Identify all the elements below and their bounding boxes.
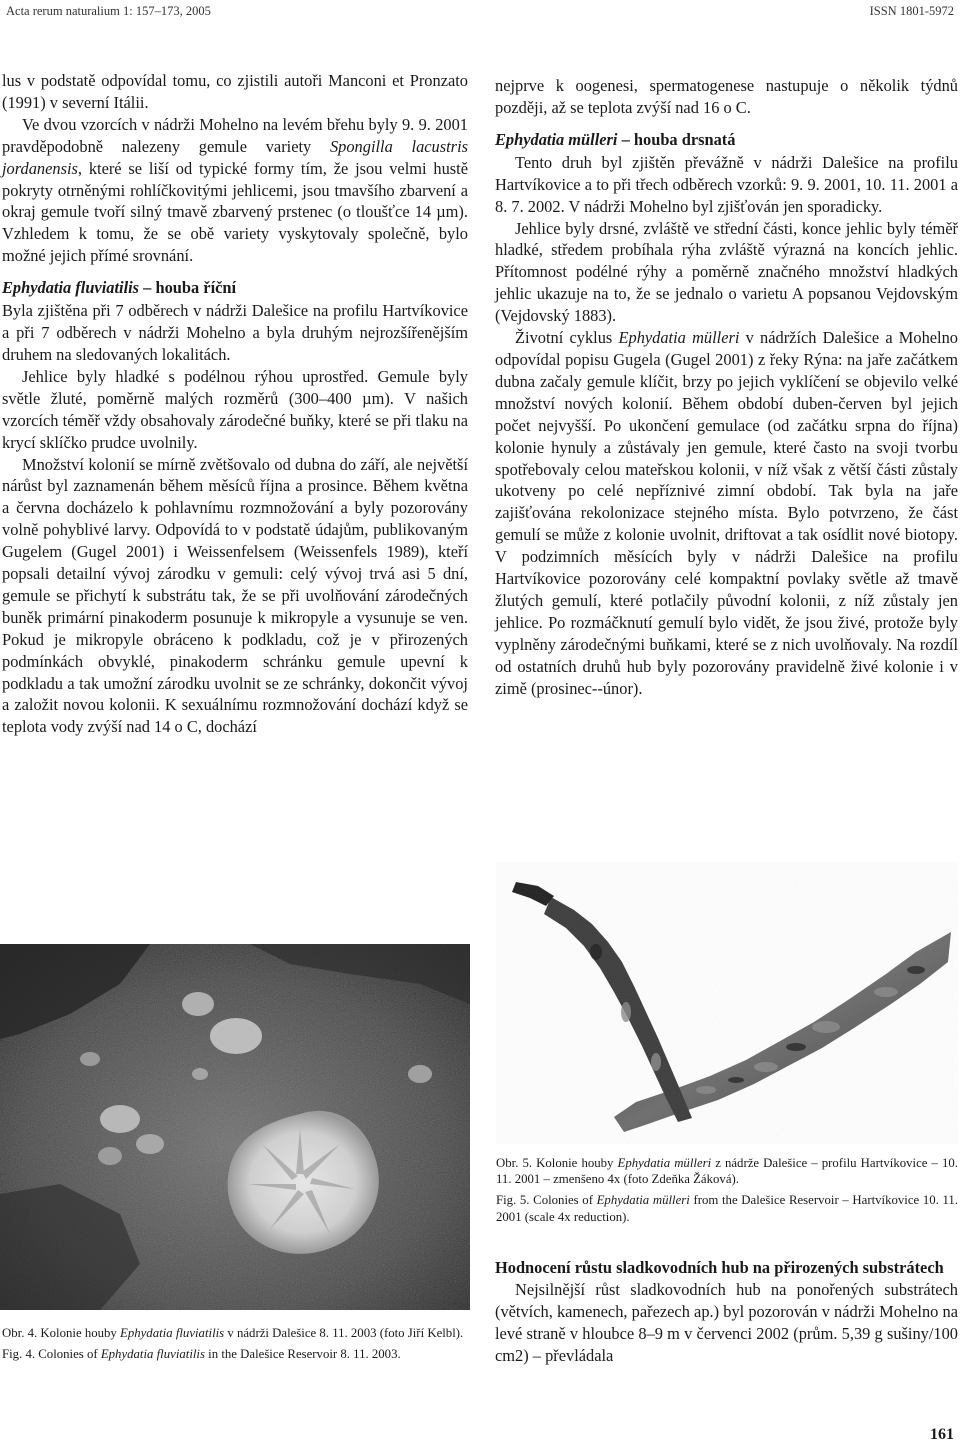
paragraph: Jehlice byly hladké s podélnou rýhou uprostřed. Gemule byly světle žluté, poměrně malých rozměrů (300–400 µm). V našich vzorcích téměř vždy obsahovaly zárodečné buňky, které se při tlaku na krycí sklíčko prudce uvolnily.	[2, 366, 468, 452]
caption-english	[2, 1346, 466, 1362]
twig-colonies-image	[496, 862, 958, 1144]
section-heading-mulleri	[495, 129, 958, 151]
species-name: Ephydatia mülleri	[618, 328, 740, 348]
page-number: 161	[930, 1426, 954, 1443]
text-run: v nádržích Dalešice a Mohelno odpovídal popisu Gugela (Gugel 2001) z řeky Rýna: na jaře začátkem dubna začaly gemule klíčit, brzy po jejich vyklíčení se objevilo velké množství nových kolonií. Během období duben-červen byl jejich počet nejvyšší. Po ukončení gemulace (od začátku srpna do října) kolonie hynuly a zůstávaly jen gemule, které často na svoji tvorbu spotřebovaly celou mateřskou kolonii, v níž však z větší části zůstaly ukotveny po celé nepříznivé zimní období. Tak byla na jaře zajišťována rekolonizace stejného místa. Bylo potvrzeno, že část gemulí se může z kolonie uvolnit, driftovat a tak osídlit nové biotopy. V podzimních měsících byly v nádrži Dalešice na profilu Hartvíkovice pozorovány celé kompaktní povlaky světle až tmavě žlutých gemulí, které potlačily původní kolonii, z níž zůstaly jen jehlice. Po rozmáčknutí gemulí bylo vidět, že jsou živé, protože byly vyplněny zárodečnými buňkami, které se z nich uvolňovaly. Na rozdíl od ostatních druhů hub byly pozorovány pravidelně živé kolonie i v zimě (prosinec--únor).	[495, 328, 958, 698]
section-heading-growth: Hodnocení růstu sladkovodních hub na přirozených substrátech	[495, 1258, 944, 1277]
paragraph: Byla zjištěna při 7 odběrech v nádrži Dalešice na profilu Hartvíkovice a při 7 odběrech v nádrži Mohelno a byla druhým nejrozšířenějším druhem na sledovaných lokalitách.	[2, 301, 468, 364]
species-name: Ephydatia fluviatilis	[100, 1347, 205, 1362]
issn: ISSN 1801-5972	[869, 3, 954, 18]
figure-5-photo	[496, 862, 958, 1144]
underwater-colony-image	[0, 944, 470, 1310]
caption-english	[496, 1192, 958, 1224]
species-name: Spongilla lacustris jordanensis	[2, 136, 468, 178]
left-column	[2, 70, 468, 738]
paragraph	[495, 327, 958, 699]
text-run: Ve dvou vzorcích v nádrži Mohelno na levém břehu byly 9. 9. 2001 pravděpodobně nalezeny gemule variety	[2, 114, 468, 156]
heading-text: – houba drsnatá	[617, 129, 736, 149]
text-run: in the Dalešice Reservoir 8. 11. 2003.	[204, 1347, 401, 1362]
caption-czech	[496, 1155, 958, 1187]
figure-4-photo	[0, 944, 470, 1310]
growth-evaluation-section	[495, 1257, 958, 1367]
paragraph: Tento druh byl zjištěn převážně v nádrži Dalešice na profilu Hartvíkovice a to při třech odběrech vzorků: 9. 9. 2001, 10. 11. 2001 a 8. 7. 2002. V nádrži Mohelno byl zjišťován jen sporadicky.	[495, 152, 958, 216]
species-name: Ephydatia mülleri	[617, 1156, 712, 1170]
text-run: from the Dalešice Reservoir – Hartvíkovice 10. 11. 2001 (scale 4x reduction).	[496, 1193, 959, 1224]
text-run: Obr. 4. Kolonie houby	[2, 1326, 121, 1340]
journal-citation: Acta rerum naturalium 1: 157–173, 2005	[6, 3, 211, 18]
paragraph: lus v podstatě odpovídal tomu, co zjistili autoři Manconi et Pronzato (1991) v severní Itálii.	[2, 71, 468, 112]
right-column	[495, 75, 958, 699]
paragraph: nejprve k oogenesi, spermatogenese nastupuje o několik týdnů později, až se teplota zvýší nad 16 o C.	[495, 76, 958, 117]
species-name: Ephydatia fluviatilis	[120, 1326, 225, 1340]
paragraph: Jehlice byly drsné, zvláště ve střední části, konce jehlic byly téměř hladké, středem probíhala rýha zvláště výrazná na koncích jehlic. Přítomnost podélné rýhy a poměrně značného množství hladkých jehlic ukazuje na to, že se jednalo o varietu A popsanou Vejdovským (Vejdovský 1883).	[495, 218, 958, 326]
text-run: z nádrže Dalešice – profilu Hartvíkovice – 10. 11. 2001 – zmenšeno 4x (foto Zdeňka Žáková).	[496, 1156, 958, 1187]
figure-4-caption	[2, 1325, 466, 1362]
paragraph: Množství kolonií se mírně zvětšovalo od dubna do září, ale největší nárůst byl zaznamenán během měsíců října a prosince. Během května a června docházelo k pohlavnímu rozmnožování a byly pozorovány volně pohyblivé larvy. Odpovídá to v podstatě údajům, publikovaným Gugelem (Gugel 2001) i Weissenfelsem (Weissenfels 1989), kteří popsali detailní vývoj zárodku v gemuli: celý vývoj trvá asi 5 dní, gemule se přichytí k substrátu tak, že se při uvolňování zárodečných buněk primární pinakoderm posunuje k mikropyle a vysunuje se ven. Pokud je mikropyle obráceno k podkladu, což je v přirozených podmínkách obvyklé, pinakoderm schránku gemule upevní k podkladu a tak umožní zárodku uvolnit se ze schránky, dokončit vývoj a založit novou kolonii. K sexuálnímu rozmnožování dochází když se teplota vody zvýší nad 14 o C, dochází	[2, 454, 468, 737]
text-run: Fig. 5. Colonies of	[496, 1193, 597, 1208]
section-heading-fluviatilis	[2, 277, 468, 299]
running-header	[6, 0, 954, 22]
paragraph	[2, 114, 468, 267]
text-run: , které se liší od typické formy tím, že jsou velmi hustě pokryty otrněnými rohlíčkovitými jehlicemi, jsou tmavšího zbarvení a okraj gemule tvoří silný tmavě zbarvený prstenec (o tloušťce 14 µm). Vzhledem k tomu, že se obě variety vyskytovaly společně, bylo možné jejich přímé srovnání.	[2, 158, 468, 266]
paragraph: Nejsilnější růst sladkovodních hub na ponořených substrátech (větvích, kamenech, pařezech ap.) byl pozorován v nádrži Mohelno na levé straně v hloubce 8–9 m v červenci 2002 (prům. 5,39 g sušiny/100 cm2) – převládala	[495, 1280, 958, 1365]
text-run: Životní cyklus	[515, 328, 619, 348]
caption-czech	[2, 1325, 466, 1341]
species-name: Ephydatia mülleri	[495, 129, 618, 149]
figure-5-caption	[496, 1155, 958, 1225]
species-name: Ephydatia fluviatilis	[2, 278, 140, 298]
text-run: Obr. 5. Kolonie houby	[496, 1156, 618, 1170]
species-name: Ephydatia mülleri	[596, 1193, 690, 1208]
text-run: Fig. 4. Colonies of	[2, 1347, 101, 1362]
heading-text: – houba říční	[139, 278, 237, 298]
text-run: v nádrži Dalešice 8. 11. 2003 (foto Jiří Kelbl).	[224, 1326, 464, 1340]
